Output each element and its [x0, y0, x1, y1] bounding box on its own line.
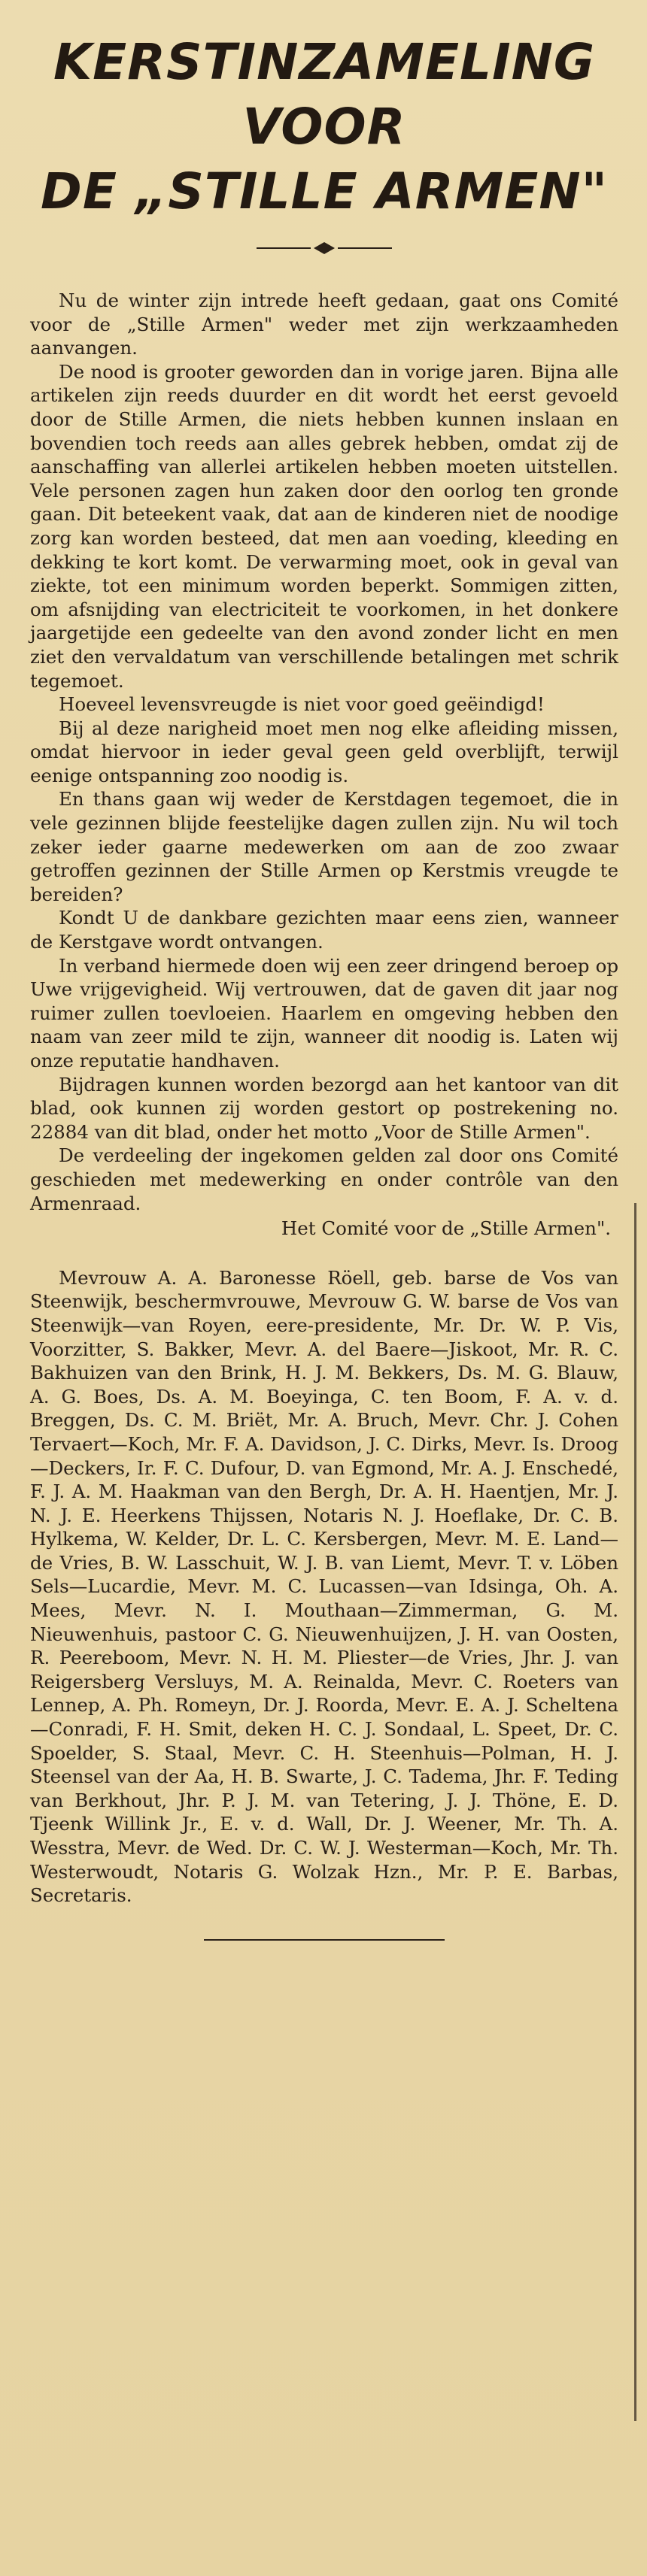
diamond-rule-icon [257, 241, 392, 256]
signature: Het Comité voor de „Stille Armen". [281, 1217, 611, 1240]
paragraph: Bijdragen kunnen worden bezorgd aan het kantoor van dit blad, ook kunnen zij worden gestort op postrekening no. 22884 van dit blad, onder het motto „Voor de Stille Armen". [30, 1073, 618, 1143]
committee-names: Mevrouw A. A. Baronesse Röell, geb. barse de Vos van Steenwijk, beschermvrouwe, Mevrouw G. W. barse de Vos van Steenwijk—van Royen, eere-presidente, Mr. Dr. W. P. Vis, Voorzitter, S. Bakker, Mevr. A. del Baere—Jiskoot, Mr. R. C. Bakhuizen van den Brink, H. J. M. Bekkers, Ds. M. G. Blauw, A. G. Boes, Ds. A. M. Boeyinga, C. ten Boom, F. A. v. d. Breggen, Ds. C. M. Briët, Mr. A. Bruch, Mevr. Chr. J. Cohen Tervaert—Koch, Mr. F. A. Davidson, J. C. Dirks, Mevr. Is. Droog—Deckers, Ir. F. C. Dufour, D. van Egmond, Mr. A. J. Enschedé, F. J. A. M. Haakman van den Bergh, Dr. A. H. Haentjen, Mr. J. N. J. E. Heerkens Thijssen, Notaris N. J. Hoeflake, Dr. C. B. Hylkema, W. Kelder, Dr. L. C. Kersbergen, Mevr. M. E. Land—de Vries, B. W. Lasschuit, W. J. B. van Liemt, Mevr. T. v. Löben Sels—Lucardie, Mevr. M. C. Lucassen—van Idsinga, Oh. A. Mees, Mevr. N. I. Mouthaan—Zimmerman, G. M. Nieuwenhuis, pastoor C. G. Nieuwenhuijzen, J. H. van Oosten, R. Peereboom, Mevr. N. H. M. Pliester—de Vries, Jhr. J. van Reigersberg Versluys, M. A. Reinalda, Mevr. C. Roeters van Lennep, A. Ph. Romeyn, Dr. J. Roorda, Mevr. E. A. J. Scheltena—Conradi, F. H. Smit, deken H. C. J. Sondaal, L. Speet, Dr. C. Spoelder, S. Staal, Mevr. C. H. Steenhuis—Polman, H. J. Steensel van der Aa, H. B. Swarte, J. C. Tadema, Jhr. F. Teding van Berkhout, Jhr. P. J. M. van Tetering, J. J. Thöne, E. D. Tjeenk Willink Jr., E. v. d. Wall, Dr. J. Weener, Mr. Th. A. Wesstra, Mevr. de Wed. Dr. C. W. J. Westerman—Koch, Mr. Th. Westerwoudt, Notaris G. Wolzak Hzn., Mr. P. E. Barbas, Secretaris. [30, 1266, 618, 1907]
headline-line-1: KERSTINZAMELING VOOR [53, 33, 596, 156]
paragraph: Kondt U de dankbare gezichten maar eens zien, wanneer de Kerstgave wordt ontvangen. [30, 907, 618, 953]
paragraph: En thans gaan wij weder de Kerstdagen tegemoet, die in vele gezinnen blijde feestelijke dagen zullen zijn. Nu wil toch zeker ieder gaarne medewerken om aan de zoo zwaar getroffen gezinnen der Stille Armen op Kerstmis vreugde te bereiden? [30, 788, 618, 905]
paragraph: Hoeveel levensvreugde is niet voor goed geëindigd! [59, 693, 545, 716]
paragraph: De nood is grooter geworden dan in vorige jaren. Bijna alle artikelen zijn reeds duurder en dit wordt het eerst gevoeld door de Stille Armen, die niets hebben kunnen inslaan en bovendien toch reeds aan alles gebrek hebben, omdat zij de aanschaffing van allerlei artikelen hebben moeten uitstellen. Vele personen zagen hun zaken door den oorlog ten gronde gaan. Dit beteekent vaak, dat aan de kinderen niet de noodige zorg kan worden besteed, dat men aan voeding, kleeding en dekking te kort komt. De verwarming moet, ook in geval van ziekte, tot een minimum worden beperkt. Sommigen zitten, om afsnijding van electriciteit te voorkomen, in het donkere jaargetijde een gedeelte van den avond zonder licht en men ziet den vervaldatum van verschillende betalingen met schrik tegemoet. [30, 360, 618, 692]
headline-line-2: DE „STILLE ARMEN" [41, 162, 608, 220]
column-rule [634, 1203, 636, 2421]
bottom-ornament [30, 1938, 618, 1942]
end-rule-icon [204, 1938, 445, 1942]
headline-ornament [30, 241, 618, 256]
paragraph: Nu de winter zijn intrede heeft gedaan, gaat ons Comité voor de „Stille Armen" weder met zijn werkzaamheden aanvangen. [30, 289, 618, 359]
article-body [30, 289, 618, 1908]
paragraph: In verband hiermede doen wij een zeer dringend beroep op Uwe vrijgevigheid. Wij vertrouwen, dat de gaven dit jaar nog ruimer zullen toevloeien. Haarlem en omgeving hebben den naam van zeer mild te zijn, wanneer dit noodig is. Laten wij onze reputatie handhaven. [30, 954, 618, 1071]
paragraph: De verdeeling der ingekomen gelden zal door ons Comité geschieden met medewerking en onder contrôle van den Armenraad. [30, 1144, 618, 1214]
headline [30, 30, 618, 224]
paragraph: Bij al deze narigheid moet men nog elke afleiding missen, omdat hiervoor in ieder geval geen geld overblijft, terwijl eenige ontspanning zoo noodig is. [30, 717, 618, 786]
